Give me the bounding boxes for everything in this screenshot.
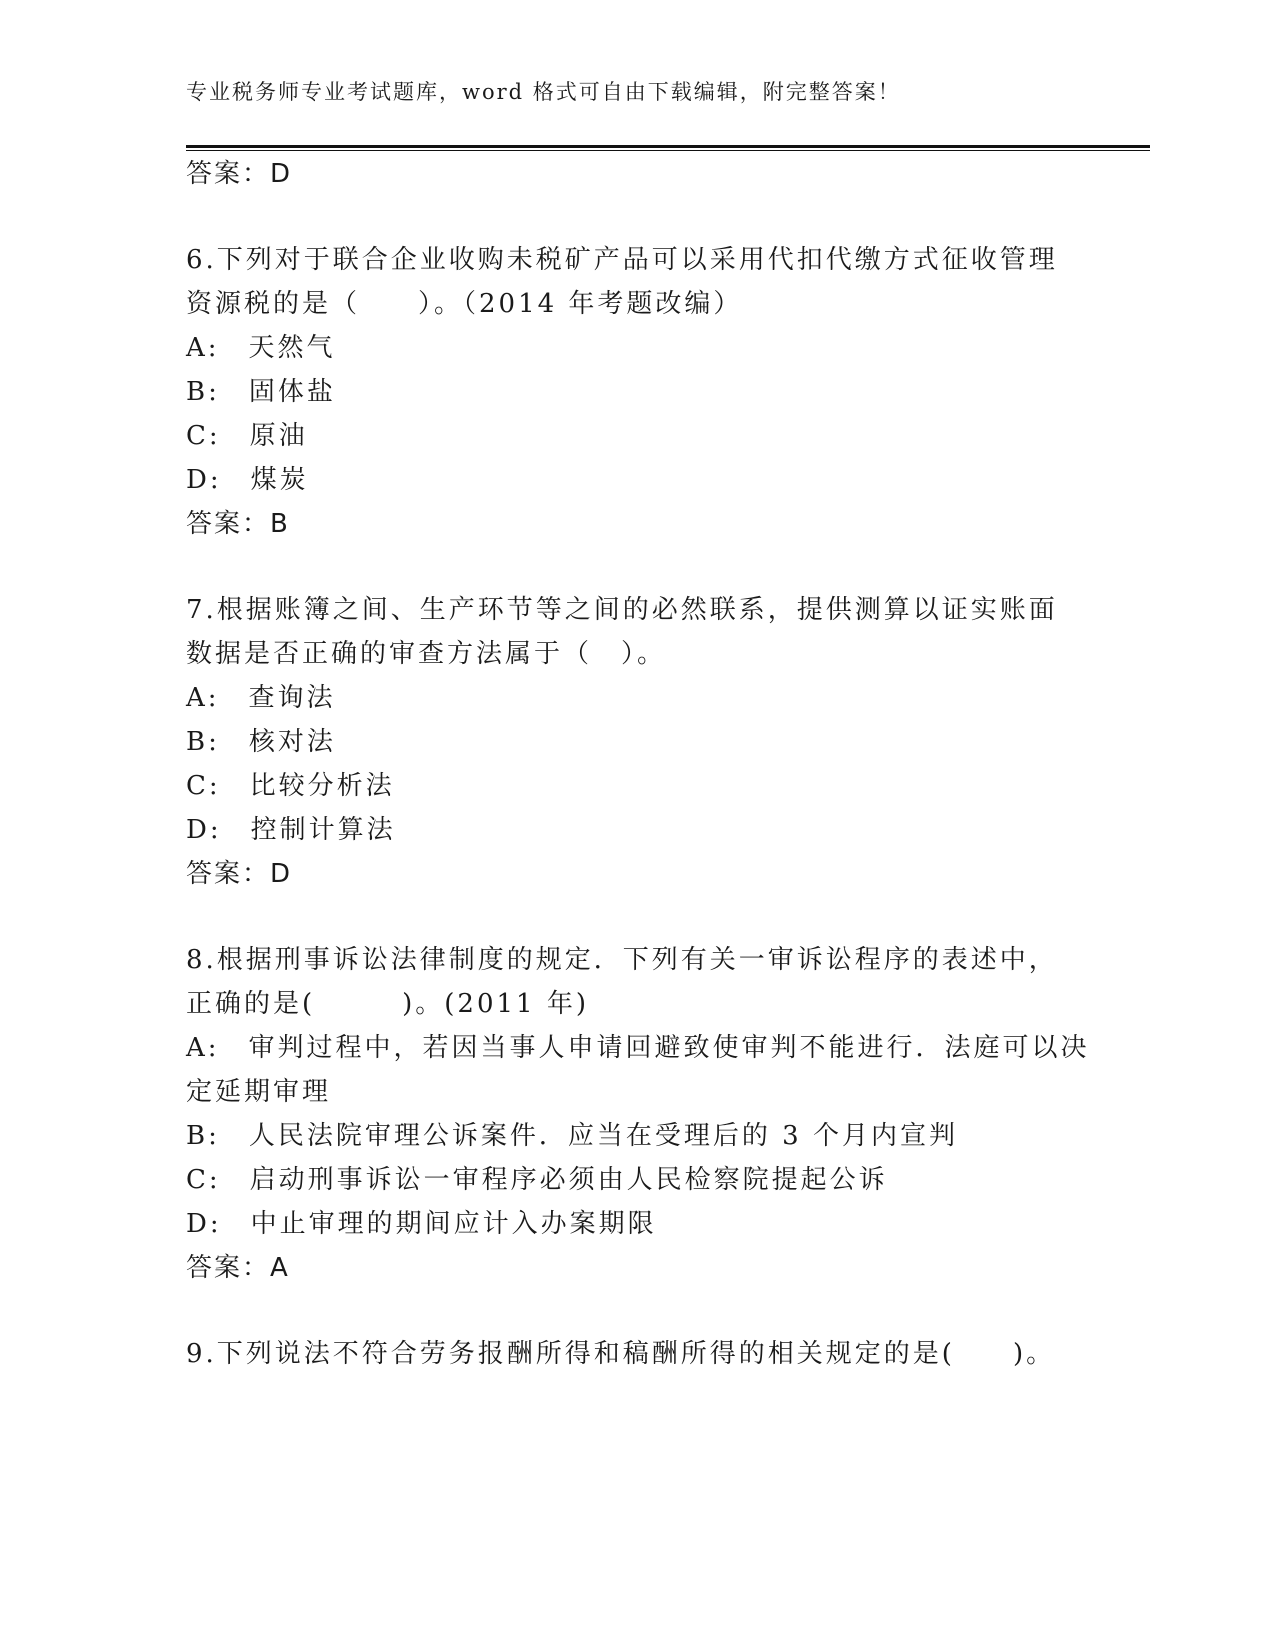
option-a: A: 天然气	[186, 333, 336, 363]
option-c: C: 比较分析法	[186, 771, 395, 801]
question-stem: 数据是否正确的审查方法属于（ ）。	[186, 639, 667, 669]
question-stem: 正确的是( )。(2011 年)	[186, 989, 590, 1019]
option-a: A: 审判过程中，若因当事人申请回避致使审判不能进行．法庭可以决	[186, 1033, 1090, 1063]
question-stem: 8.根据刑事诉讼法律制度的规定．下列有关一审诉讼程序的表述中，	[186, 945, 1058, 975]
header-text: 专业税务师专业考试题库，word 格式可自由下载编辑，附完整答案！	[186, 80, 901, 104]
option-d: D: 煤炭	[186, 465, 309, 495]
option-b: B: 核对法	[186, 727, 336, 757]
header-rule-thin	[186, 150, 1150, 151]
option-a-continued: 定延期审理	[186, 1077, 332, 1107]
option-b: B: 固体盐	[186, 377, 336, 407]
option-b: B: 人民法院审理公诉案件．应当在受理后的 3 个月内宣判	[186, 1121, 958, 1151]
answer-q5: 答案：D	[186, 159, 293, 189]
answer-q7: 答案：D	[186, 859, 293, 889]
question-stem: 6.下列对于联合企业收购未税矿产品可以采用代扣代缴方式征收管理	[186, 245, 1058, 275]
option-d: D: 控制计算法	[186, 815, 396, 845]
question-stem: 7.根据账簿之间、生产环节等之间的必然联系，提供测算以证实账面	[186, 595, 1058, 625]
option-c: C: 启动刑事诉讼一审程序必须由人民检察院提起公诉	[186, 1165, 888, 1195]
header-rule-thick	[186, 145, 1150, 148]
answer-q6: 答案：B	[186, 509, 290, 539]
option-c: C: 原油	[186, 421, 308, 451]
answer-q8: 答案：A	[186, 1253, 290, 1283]
option-a: A: 查询法	[186, 683, 336, 713]
question-stem: 9.下列说法不符合劳务报酬所得和稿酬所得的相关规定的是( )。	[186, 1339, 1056, 1369]
question-stem: 资源税的是（ ）。（2014 年考题改编）	[186, 289, 743, 319]
option-d: D: 中止审理的期间应计入办案期限	[186, 1209, 657, 1239]
